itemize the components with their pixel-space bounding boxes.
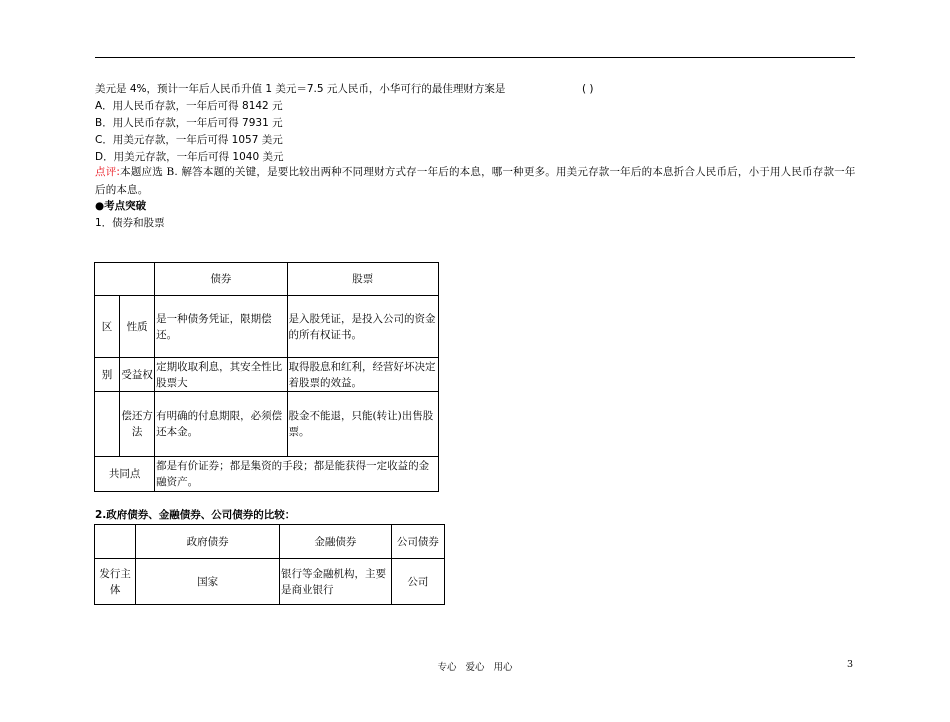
subheading-bonds-stocks: 1．债券和股票 (95, 217, 165, 229)
issuer-government: 国家 (136, 559, 280, 605)
table-row (95, 296, 439, 358)
subheading-comparison: 2.政府债券、金融债券、公司债券的比较： (95, 509, 296, 521)
section-heading: ●考点突破 (95, 200, 147, 212)
header-stock: 股票 (287, 263, 438, 296)
issuer-corporate: 公司 (391, 559, 444, 605)
common-label: 共同点 (95, 457, 155, 492)
row-label: 偿还方法 (120, 392, 155, 457)
bonds-stocks-table (94, 262, 439, 492)
row-label: 性质 (120, 296, 155, 358)
option-c: C．用美元存款，一年后可得 1057 美元 (95, 134, 283, 146)
answer-bracket: ( ) (582, 83, 594, 95)
header-bond: 债券 (155, 263, 287, 296)
bond-cell: 定期收取利息，其安全性比股票大 (155, 358, 287, 392)
page-number: 3 (847, 659, 854, 670)
page-footer: 专心 爱心 用心 (437, 662, 513, 673)
table-row-common (95, 457, 439, 492)
stock-cell: 是入股凭证，是投入公司的资金的所有权证书。 (287, 296, 438, 358)
common-text: 都是有价证券；都是集资的手段；都是能获得一定收益的金融资产。 (155, 457, 439, 492)
stock-cell: 股金不能退，只能(转让)出售股票。 (287, 392, 438, 457)
comment-paragraph (95, 163, 857, 199)
option-d: D．用美元存款，一年后可得 1040 美元 (95, 151, 284, 163)
comment-text: 本题应选 B. 解答本题的关键，是要比较出两种不同理财方式存一年后的本息，哪一种更多。用美元存款一年后的本息折合人民币后，小于用人民币存款一年后的本息。 (95, 166, 856, 196)
group-empty-cell (95, 392, 120, 457)
header-financial-bond: 金融债券 (280, 525, 392, 559)
group-char-1: 区 (95, 296, 120, 358)
comment-label: 点评: (95, 166, 121, 178)
table-corner-cell (95, 263, 155, 296)
group-char-2: 别 (95, 358, 120, 392)
row-label: 发行主体 (95, 559, 136, 605)
table-row (95, 392, 439, 457)
table-header-row (95, 525, 445, 559)
table-row (95, 358, 439, 392)
header-corporate-bond: 公司债券 (391, 525, 444, 559)
header-rule (95, 57, 855, 58)
table-row (95, 559, 445, 605)
option-a: A．用人民币存款，一年后可得 8142 元 (95, 100, 283, 112)
bond-comparison-table (94, 524, 445, 605)
table-header-row (95, 263, 439, 296)
option-b: B．用人民币存款，一年后可得 7931 元 (95, 117, 283, 129)
question-stem (95, 81, 855, 97)
issuer-financial: 银行等金融机构，主要是商业银行 (280, 559, 392, 605)
question-stem-text: 美元是 4%，预计一年后人民币升值 1 美元＝7.5 元人民币，小华可行的最佳理财方案是 (95, 83, 506, 95)
table-corner-cell (95, 525, 136, 559)
row-label: 受益权 (120, 358, 155, 392)
header-government-bond: 政府债券 (136, 525, 280, 559)
bond-cell: 有明确的付息期限，必须偿还本金。 (155, 392, 287, 457)
bond-cell: 是一种债务凭证，限期偿还。 (155, 296, 287, 358)
stock-cell: 取得股息和红利，经营好坏决定着股票的效益。 (287, 358, 438, 392)
